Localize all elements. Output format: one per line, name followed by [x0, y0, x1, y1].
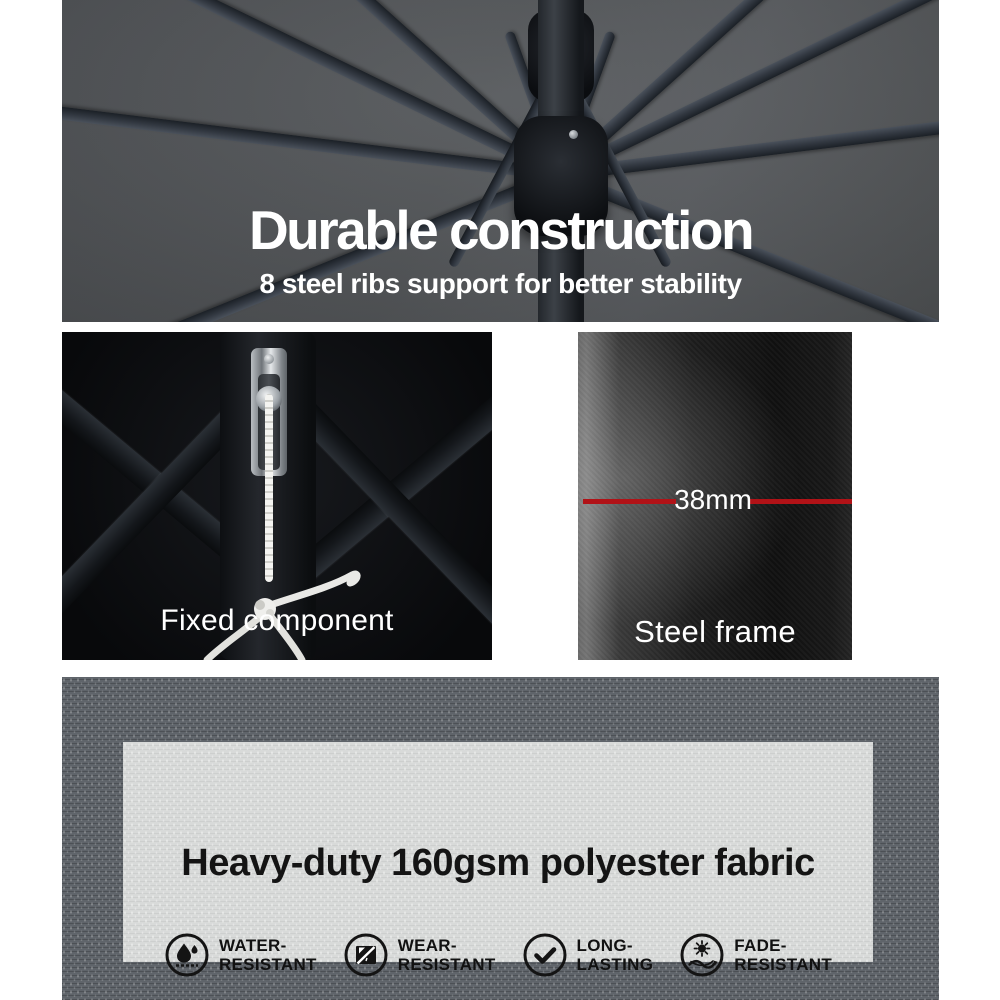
measurement-line-right — [750, 499, 852, 504]
section-title-durable-construction: Durable construction — [248, 199, 753, 261]
section-subtitle-steel-ribs: 8 steel ribs support for better stability — [259, 268, 742, 299]
umbrella-rib — [62, 0, 563, 180]
feature-label-line1: FADE- — [734, 935, 787, 955]
measurement-line-left — [583, 499, 676, 504]
feature-long-lasting — [522, 932, 654, 978]
feature-label-line1: LONG- — [576, 935, 633, 955]
feature-label-line2: RESISTANT — [218, 955, 317, 974]
rope — [265, 394, 273, 582]
feature-label — [734, 936, 832, 975]
feature-label-line2: RESISTANT — [397, 955, 496, 974]
feature-label — [577, 936, 654, 975]
fade-resistant-icon — [679, 932, 725, 978]
wear-resistant-icon — [343, 932, 389, 978]
long-lasting-icon — [522, 932, 568, 978]
feature-water-resistant — [164, 932, 317, 978]
steel-frame-label: Steel frame — [634, 614, 796, 649]
umbrella-underside-photo — [62, 0, 939, 322]
hub-screw — [569, 130, 578, 139]
feature-list — [123, 932, 873, 978]
feature-wear-resistant — [343, 932, 496, 978]
fixed-component-photo — [62, 332, 492, 660]
fabric-title: Heavy-duty 160gsm polyester fabric — [181, 842, 815, 884]
fabric-texture-section — [62, 677, 939, 1000]
feature-label-line2: LASTING — [576, 955, 654, 974]
water-resistant-icon — [164, 932, 210, 978]
diameter-measurement-label: 38mm — [674, 484, 752, 515]
feature-label-line1: WEAR- — [397, 935, 457, 955]
feature-label — [219, 936, 317, 975]
feature-label-line2: RESISTANT — [734, 955, 833, 974]
fabric-feature-panel — [123, 742, 873, 974]
pulley-screw — [264, 354, 274, 364]
feature-label — [398, 936, 496, 975]
feature-label-line1: WATER- — [218, 935, 287, 955]
fixed-component-label: Fixed component — [160, 604, 394, 637]
feature-fade-resistant — [679, 932, 832, 978]
steel-pole-photo — [578, 332, 852, 660]
